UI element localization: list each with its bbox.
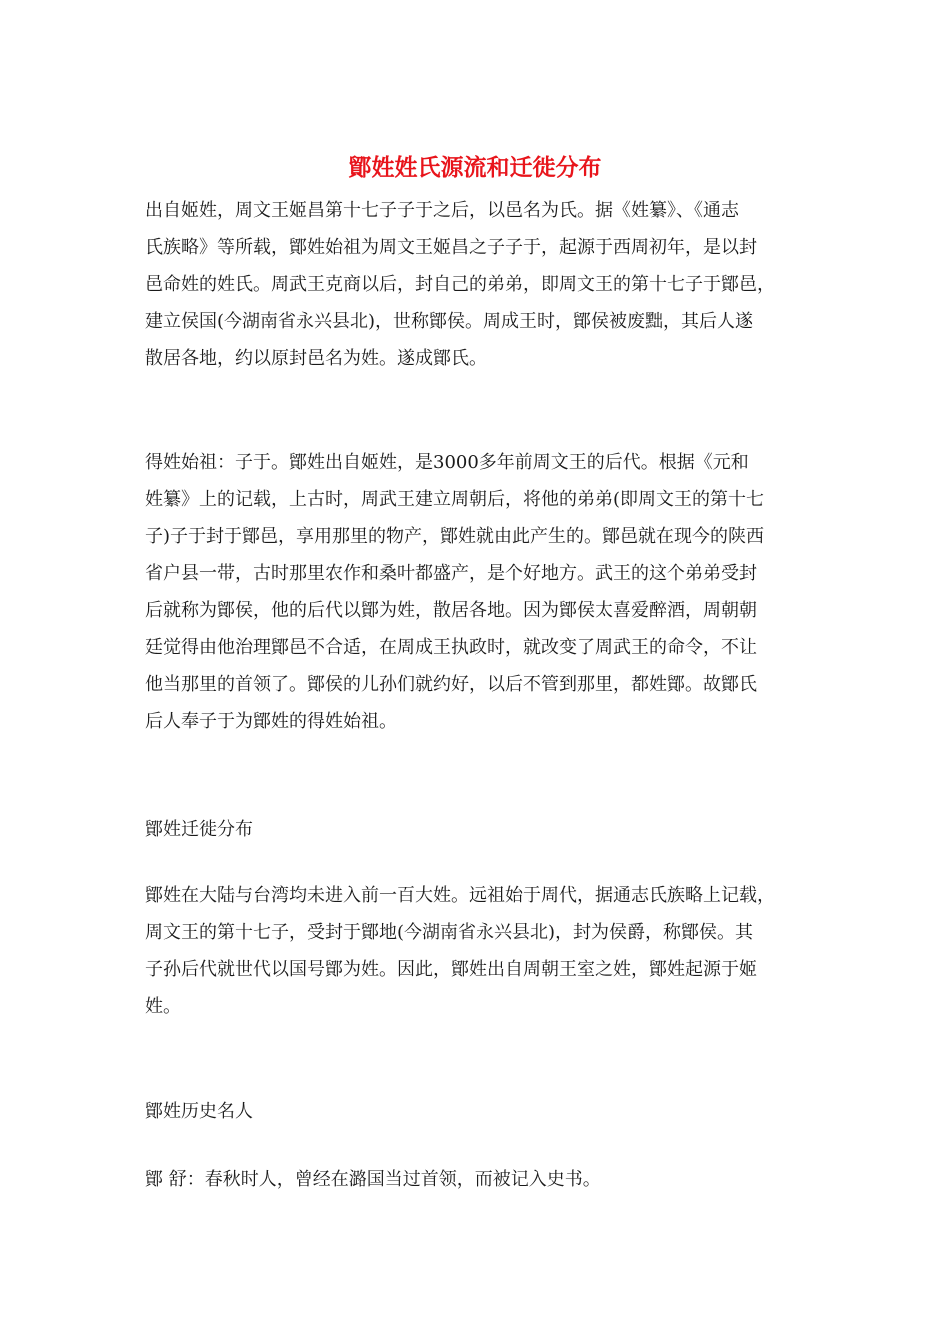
text-line: 姓。 (145, 996, 181, 1017)
paragraph-notables (145, 1161, 815, 1198)
text-line: 建立侯国(今湖南省永兴县北)，世称鄮侯。周成王时，鄮侯被废黜，其后人遂 (145, 311, 754, 332)
section-heading-notables (145, 1093, 815, 1130)
text-line: 鄮姓在大陆与台湾均未进入前一百大姓。远祖始于周代，据通志氏族略上记载， (145, 885, 775, 906)
text-line: 省户县一带，古时那里农作和桑叶都盛产，是个好地方。武王的这个弟弟受封 (145, 563, 757, 584)
text-line: 姓纂》上的记载，上古时，周武王建立周朝后，将他的弟弟(即周文王的第十七 (145, 489, 765, 510)
text-line: 他当那里的首领了。鄮侯的儿孙们就约好，以后不管到那里，都姓鄮。故鄮氏 (145, 674, 757, 695)
section-heading: 鄮姓历史名人 (145, 1101, 253, 1122)
text-line: 出自姬姓，周文王姬昌第十七子子于之后，以邑名为氏。据《姓纂》、《通志 (145, 200, 739, 221)
section-heading: 鄮姓迁徙分布 (145, 819, 253, 840)
text-line: 廷觉得由他治理鄮邑不合适，在周成王执政时，就改变了周武王的命令，不让 (145, 637, 757, 658)
text-line: 鄮 舒：春秋时人，曾经在潞国当过首领，而被记入史书。 (145, 1169, 601, 1190)
text-line: 后就称为鄮侯，他的后代以鄮为姓，散居各地。因为鄮侯太喜爱醉酒，周朝朝 (145, 600, 757, 621)
text-line: 氏族略》等所载，鄮姓始祖为周文王姬昌之子子于，起源于西周初年，是以封 (145, 237, 757, 258)
text-line: 邑命姓的姓氏。周武王克商以后，封自己的弟弟，即周文王的第十七子于鄮邑， (145, 274, 775, 295)
page-title: 鄮姓姓氏源流和迁徙分布 (348, 154, 602, 181)
text-line: 子)子于封于鄮邑，享用那里的物产，鄮姓就由此产生的。鄮邑就在现今的陕西 (145, 526, 765, 547)
text-line: 周文王的第十七子，受封于鄮地(今湖南省永兴县北)，封为侯爵，称鄮侯。其 (145, 922, 754, 943)
paragraph-founder (145, 444, 815, 740)
paragraph-migration (145, 877, 815, 1025)
text-line: 后人奉子于为鄮姓的得姓始祖。 (145, 711, 397, 732)
paragraph-origin (145, 192, 815, 377)
text-line: 散居各地，约以原封邑名为姓。遂成鄮氏。 (145, 348, 487, 369)
section-heading-migration (145, 811, 815, 848)
text-line: 子孙后代就世代以国号鄮为姓。因此，鄮姓出自周朝王室之姓，鄮姓起源于姬 (145, 959, 757, 980)
text-line: 得姓始祖：子于。鄮姓出自姬姓，是3000多年前周文王的后代。根据《元和 (145, 452, 749, 473)
